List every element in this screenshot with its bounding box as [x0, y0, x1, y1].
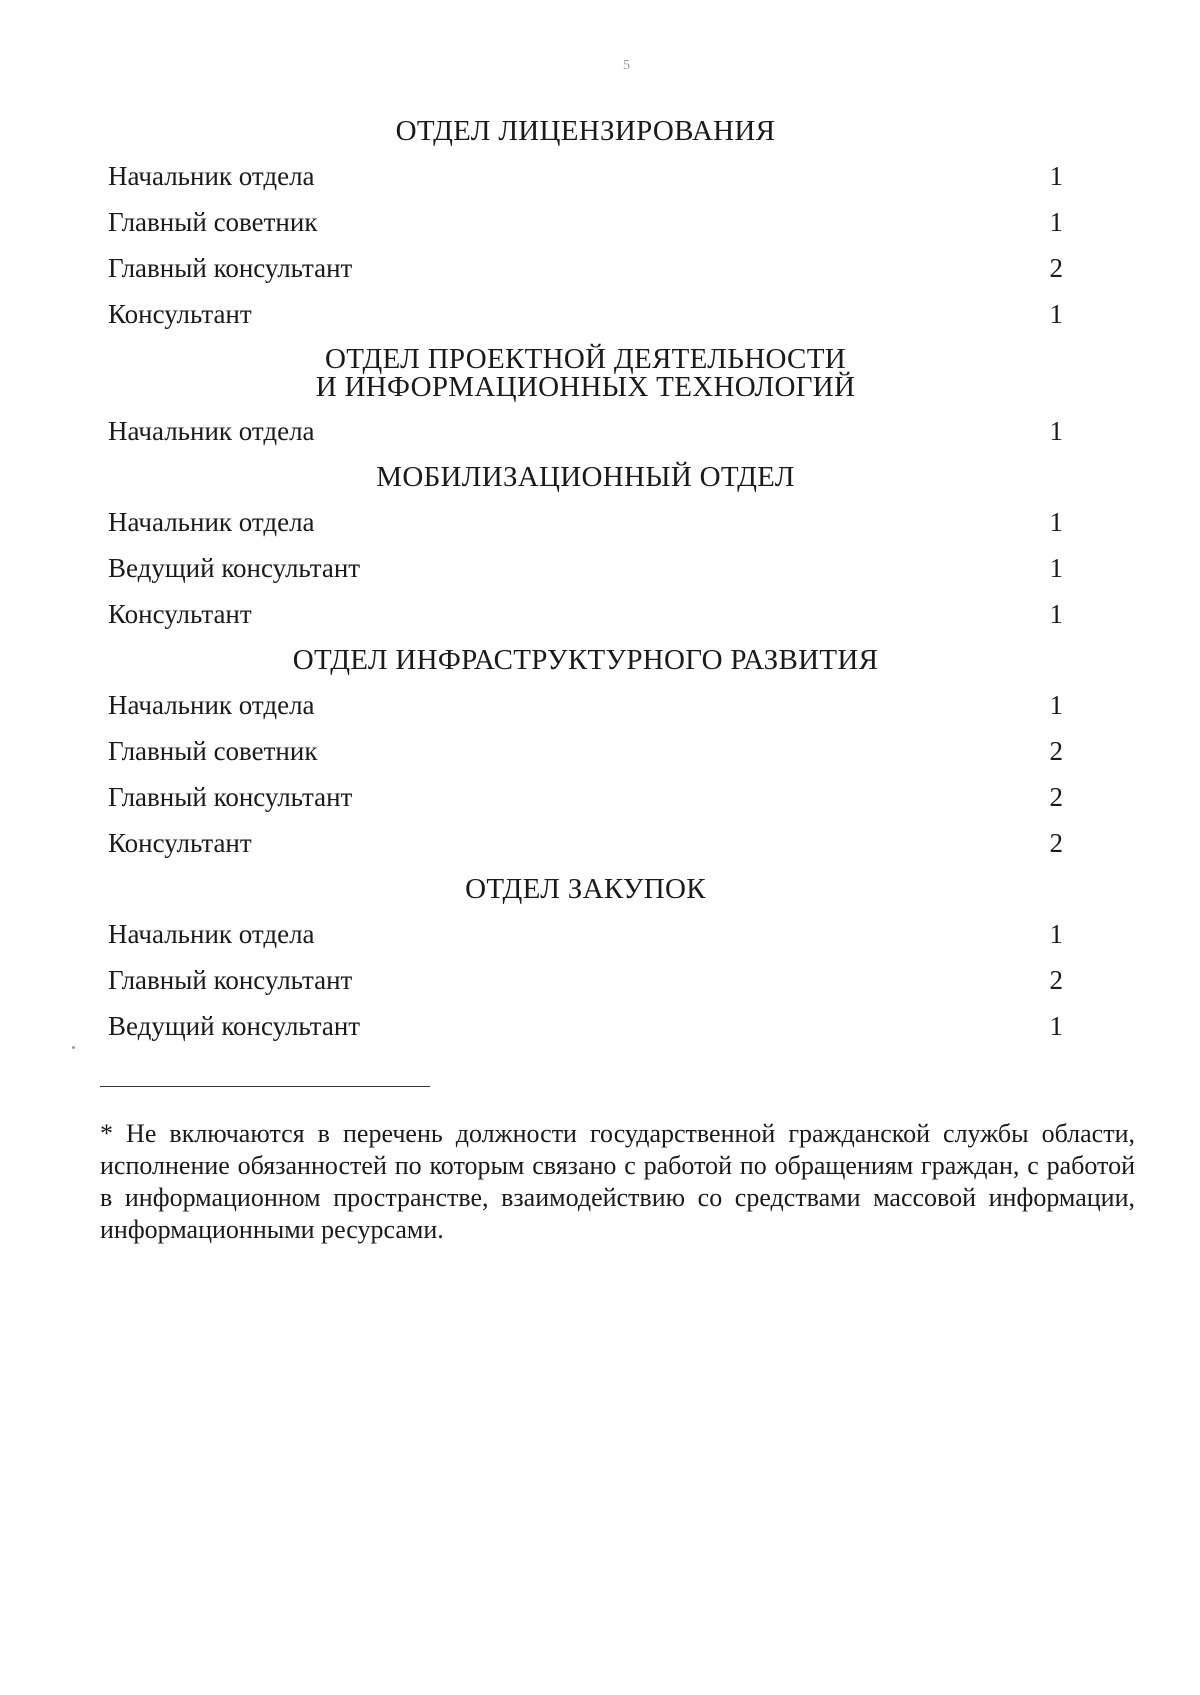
position-count: 2 — [1049, 965, 1063, 995]
section-licensing — [108, 108, 1063, 337]
position-label: Главный консультант — [108, 782, 353, 812]
position-label: Начальник отдела — [108, 919, 315, 949]
section-procurement — [108, 866, 1063, 1049]
position-row — [108, 728, 1063, 774]
position-row — [108, 682, 1063, 728]
position-row — [108, 153, 1063, 199]
footnote-divider — [100, 1086, 430, 1087]
position-row — [108, 499, 1063, 545]
position-count: 2 — [1049, 736, 1063, 766]
position-count: 1 — [1049, 161, 1063, 191]
footnote-text: * Не включаются в перечень должности государственной гражданской службы области, исполнение обязанностей по которым связано с работой по обращениям граждан, с работой в информационном пространстве, взаимодействию со средствами массовой информации, информационными ресурсами. — [100, 1119, 1135, 1244]
position-label: Главный консультант — [108, 965, 353, 995]
position-label: Главный советник — [108, 736, 318, 766]
section-title — [108, 866, 1063, 911]
position-count: 1 — [1049, 416, 1063, 446]
section-title-line: И ИНФОРМАЦИОННЫХ ТЕХНОЛОГИЙ — [315, 371, 856, 403]
position-row — [108, 245, 1063, 291]
position-count: 1 — [1049, 507, 1063, 537]
section-title-line: ОТДЕЛ ЛИЦЕНЗИРОВАНИЯ — [395, 115, 776, 147]
position-label: Консультант — [108, 599, 252, 629]
position-count: 1 — [1049, 919, 1063, 949]
position-label: Начальник отдела — [108, 507, 315, 537]
position-row — [108, 820, 1063, 866]
position-label: Главный консультант — [108, 253, 353, 283]
position-count: 2 — [1049, 828, 1063, 858]
position-row — [108, 545, 1063, 591]
position-count: 1 — [1049, 207, 1063, 237]
staff-list — [108, 108, 1063, 1049]
position-row — [108, 591, 1063, 637]
position-row — [108, 774, 1063, 820]
position-count: 2 — [1049, 782, 1063, 812]
section-infrastructure — [108, 637, 1063, 866]
position-row — [108, 408, 1063, 454]
position-row — [108, 199, 1063, 245]
position-label: Ведущий консультант — [108, 553, 361, 583]
position-label: Начальник отдела — [108, 690, 315, 720]
section-title-line: МОБИЛИЗАЦИОННЫЙ ОТДЕЛ — [376, 461, 795, 493]
position-label: Консультант — [108, 299, 252, 329]
scan-speck — [72, 1046, 75, 1049]
section-project-it — [108, 337, 1063, 454]
position-row — [108, 1003, 1063, 1049]
position-label: Начальник отдела — [108, 161, 315, 191]
section-title — [108, 337, 1063, 408]
section-mobilization — [108, 454, 1063, 637]
section-title — [108, 108, 1063, 153]
position-label: Начальник отдела — [108, 416, 315, 446]
position-row — [108, 957, 1063, 1003]
section-title-line: ОТДЕЛ ПРОЕКТНОЙ ДЕЯТЕЛЬНОСТИ — [325, 343, 846, 375]
section-title-line: ОТДЕЛ ИНФРАСТРУКТУРНОГО РАЗВИТИЯ — [292, 644, 879, 676]
position-count: 1 — [1049, 1011, 1063, 1041]
section-title — [108, 454, 1063, 499]
position-count: 1 — [1049, 690, 1063, 720]
section-title — [108, 637, 1063, 682]
position-count: 2 — [1049, 253, 1063, 283]
position-row — [108, 911, 1063, 957]
position-count: 1 — [1049, 553, 1063, 583]
section-title-line: ОТДЕЛ ЗАКУПОК — [465, 873, 706, 905]
position-row — [108, 291, 1063, 337]
position-count: 1 — [1049, 299, 1063, 329]
position-label: Главный советник — [108, 207, 318, 237]
position-label: Консультант — [108, 828, 252, 858]
position-count: 1 — [1049, 599, 1063, 629]
page-number-mark: 5 — [623, 58, 630, 73]
position-label: Ведущий консультант — [108, 1011, 361, 1041]
